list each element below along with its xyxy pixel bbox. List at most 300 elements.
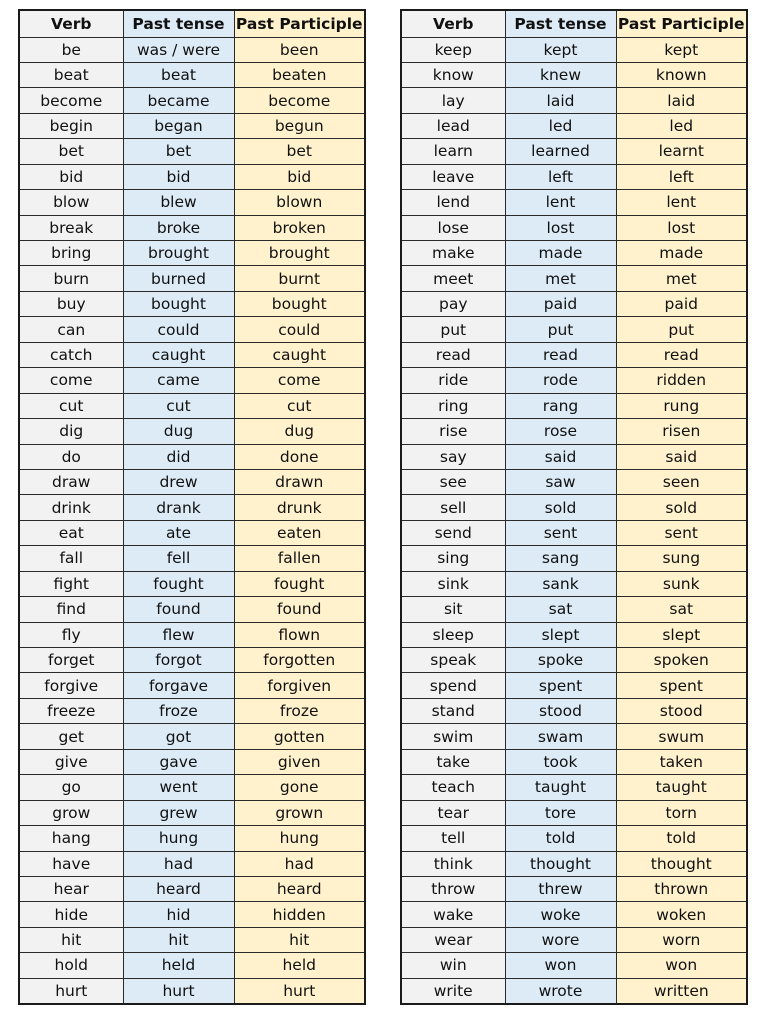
cell-past-tense: came [123,368,234,393]
table-row [401,342,747,367]
cell-past-participle: drunk [234,495,365,520]
cell-verb: begin [19,113,123,138]
header-past-participle: Past Participle [234,10,365,37]
table-row [19,444,365,469]
cell-past-participle: won [616,953,747,978]
cell-verb: eat [19,520,123,545]
cell-past-tense: burned [123,266,234,291]
cell-past-participle: lent [616,190,747,215]
cell-past-tense: bet [123,139,234,164]
table-row [401,393,747,418]
cell-past-participle: given [234,749,365,774]
cell-past-tense: caught [123,342,234,367]
cell-past-tense: laid [505,88,616,113]
table-row [401,597,747,622]
cell-verb: think [401,851,505,876]
cell-verb: give [19,749,123,774]
cell-past-participle: sent [616,520,747,545]
table-row [19,368,365,393]
cell-past-participle: torn [616,800,747,825]
table-row [19,37,365,62]
cell-verb: hurt [19,978,123,1003]
cell-past-participle: caught [234,342,365,367]
cell-verb: bet [19,139,123,164]
cell-verb: win [401,953,505,978]
cell-past-participle: written [616,978,747,1003]
cell-past-tense: spoke [505,648,616,673]
cell-verb: wake [401,902,505,927]
cell-past-tense: spent [505,673,616,698]
cell-verb: blow [19,190,123,215]
cell-past-participle: taught [616,775,747,800]
cell-verb: hide [19,902,123,927]
irregular-verbs-table-left [18,9,366,1005]
cell-verb: drink [19,495,123,520]
cell-verb: break [19,215,123,240]
cell-past-participle: held [234,953,365,978]
cell-past-participle: rung [616,393,747,418]
cell-verb: sing [401,546,505,571]
cell-past-participle: kept [616,37,747,62]
cell-past-participle: known [616,62,747,87]
cell-verb: write [401,978,505,1003]
cell-verb: bid [19,164,123,189]
cell-past-participle: become [234,88,365,113]
cell-verb: rise [401,419,505,444]
cell-past-tense: saw [505,469,616,494]
cell-past-participle: told [616,826,747,851]
cell-past-tense: wrote [505,978,616,1003]
cell-verb: sink [401,571,505,596]
irregular-verbs-table-right [400,9,748,1005]
cell-verb: sell [401,495,505,520]
table-row [19,190,365,215]
table-row [19,724,365,749]
cell-verb: beat [19,62,123,87]
cell-past-tense: thought [505,851,616,876]
cell-verb: have [19,851,123,876]
cell-past-participle: been [234,37,365,62]
table-row [19,266,365,291]
cell-past-tense: hung [123,826,234,851]
cell-past-tense: could [123,317,234,342]
cell-past-tense: stood [505,698,616,723]
table-row [19,291,365,316]
cell-verb: leave [401,164,505,189]
table-row [401,113,747,138]
cell-past-participle: hit [234,927,365,952]
cell-past-participle: done [234,444,365,469]
cell-verb: ride [401,368,505,393]
cell-past-participle: woken [616,902,747,927]
table-row [401,724,747,749]
table-row [19,215,365,240]
cell-past-tense: lent [505,190,616,215]
table-row [19,342,365,367]
table-row [401,953,747,978]
cell-verb: bring [19,241,123,266]
cell-verb: sit [401,597,505,622]
cell-past-participle: read [616,342,747,367]
table-row [401,190,747,215]
cell-past-participle: brought [234,241,365,266]
cell-verb: ring [401,393,505,418]
cell-verb: lose [401,215,505,240]
cell-past-tense: told [505,826,616,851]
cell-past-tense: cut [123,393,234,418]
cell-past-tense: went [123,775,234,800]
table-row [401,775,747,800]
table-row [19,571,365,596]
cell-past-participle: led [616,113,747,138]
table-row [19,495,365,520]
cell-past-participle: learnt [616,139,747,164]
cell-past-tense: heard [123,876,234,901]
cell-past-participle: risen [616,419,747,444]
cell-past-tense: froze [123,698,234,723]
cell-past-tense: took [505,749,616,774]
cell-past-tense: drew [123,469,234,494]
table-row [19,520,365,545]
cell-past-tense: held [123,953,234,978]
table-row [19,113,365,138]
cell-past-tense: blew [123,190,234,215]
cell-verb: make [401,241,505,266]
cell-past-tense: woke [505,902,616,927]
header-past-tense: Past tense [505,10,616,37]
cell-verb: forget [19,648,123,673]
cell-past-participle: forgiven [234,673,365,698]
cell-past-participle: left [616,164,747,189]
cell-verb: send [401,520,505,545]
table-row [19,698,365,723]
cell-verb: freeze [19,698,123,723]
cell-past-tense: left [505,164,616,189]
cell-verb: say [401,444,505,469]
cell-verb: be [19,37,123,62]
table-row [401,800,747,825]
cell-past-participle: gotten [234,724,365,749]
cell-verb: come [19,368,123,393]
cell-past-participle: could [234,317,365,342]
table-row [401,291,747,316]
cell-past-participle: blown [234,190,365,215]
cell-past-participle: hung [234,826,365,851]
cell-verb: dig [19,419,123,444]
table-row [401,215,747,240]
cell-past-participle: forgotten [234,648,365,673]
cell-past-tense: slept [505,622,616,647]
table-row [401,88,747,113]
cell-past-participle: lost [616,215,747,240]
cell-past-participle: sung [616,546,747,571]
table-row [401,571,747,596]
cell-past-tense: kept [505,37,616,62]
cell-past-participle: bought [234,291,365,316]
table-row [19,978,365,1003]
table-row [19,139,365,164]
cell-past-tense: rode [505,368,616,393]
cell-past-participle: burnt [234,266,365,291]
table-row [401,62,747,87]
table-header-row [19,10,365,37]
cell-past-tense: sat [505,597,616,622]
cell-past-participle: cut [234,393,365,418]
table-body-left [19,37,365,1004]
table-row [19,622,365,647]
cell-past-tense: knew [505,62,616,87]
cell-past-participle: flown [234,622,365,647]
table-body-right [401,37,747,1004]
cell-past-participle: broken [234,215,365,240]
table-row [401,648,747,673]
cell-past-tense: taught [505,775,616,800]
cell-verb: tell [401,826,505,851]
cell-past-tense: beat [123,62,234,87]
table-row [19,597,365,622]
cell-past-tense: led [505,113,616,138]
cell-past-participle: slept [616,622,747,647]
header-past-tense: Past tense [123,10,234,37]
cell-past-participle: eaten [234,520,365,545]
cell-past-tense: grew [123,800,234,825]
cell-past-participle: fought [234,571,365,596]
cell-past-participle: worn [616,927,747,952]
cell-past-tense: forgot [123,648,234,673]
table-row [19,393,365,418]
cell-verb: do [19,444,123,469]
table-row [401,139,747,164]
cell-past-tense: won [505,953,616,978]
cell-past-tense: learned [505,139,616,164]
cell-past-tense: was / were [123,37,234,62]
cell-past-tense: hid [123,902,234,927]
cell-past-tense: sang [505,546,616,571]
cell-past-tense: tore [505,800,616,825]
table-row [401,749,747,774]
cell-past-participle: thrown [616,876,747,901]
cell-verb: pay [401,291,505,316]
cell-past-tense: did [123,444,234,469]
cell-past-tense: fell [123,546,234,571]
table-row [19,775,365,800]
cell-past-participle: put [616,317,747,342]
cell-past-tense: said [505,444,616,469]
cell-past-participle: met [616,266,747,291]
cell-past-participle: sold [616,495,747,520]
table-row [401,902,747,927]
cell-past-tense: hurt [123,978,234,1003]
table-row [401,266,747,291]
cell-verb: get [19,724,123,749]
cell-verb: fight [19,571,123,596]
table-row [19,673,365,698]
cell-past-tense: wore [505,927,616,952]
cell-past-participle: begun [234,113,365,138]
cell-past-participle: gone [234,775,365,800]
cell-past-participle: hurt [234,978,365,1003]
cell-past-participle: said [616,444,747,469]
cell-past-tense: sank [505,571,616,596]
header-verb: Verb [19,10,123,37]
table-row [401,164,747,189]
cell-past-tense: read [505,342,616,367]
table-row [401,698,747,723]
cell-verb: take [401,749,505,774]
table-row [19,88,365,113]
table-row [19,164,365,189]
cell-verb: hear [19,876,123,901]
cell-past-participle: beaten [234,62,365,87]
cell-verb: fall [19,546,123,571]
cell-past-tense: flew [123,622,234,647]
table-row [401,317,747,342]
table-row [401,546,747,571]
cell-verb: cut [19,393,123,418]
table-row [401,520,747,545]
header-verb: Verb [401,10,505,37]
cell-past-tense: rose [505,419,616,444]
cell-verb: swim [401,724,505,749]
table-row [19,902,365,927]
table-row [19,749,365,774]
table-row [19,317,365,342]
cell-verb: catch [19,342,123,367]
cell-verb: spend [401,673,505,698]
cell-past-participle: seen [616,469,747,494]
cell-verb: lend [401,190,505,215]
table-row [401,826,747,851]
table-row [401,419,747,444]
cell-verb: put [401,317,505,342]
cell-past-tense: drank [123,495,234,520]
cell-verb: stand [401,698,505,723]
cell-verb: lay [401,88,505,113]
table-row [19,241,365,266]
cell-past-participle: had [234,851,365,876]
cell-past-participle: made [616,241,747,266]
cell-verb: wear [401,927,505,952]
table-row [19,953,365,978]
table-row [401,368,747,393]
table-header-row [401,10,747,37]
table-row [19,800,365,825]
cell-past-participle: bid [234,164,365,189]
cell-past-tense: rang [505,393,616,418]
cell-past-tense: broke [123,215,234,240]
cell-past-tense: threw [505,876,616,901]
table-row [401,469,747,494]
cell-past-participle: paid [616,291,747,316]
cell-verb: find [19,597,123,622]
cell-past-participle: heard [234,876,365,901]
cell-verb: know [401,62,505,87]
cell-past-participle: froze [234,698,365,723]
table-row [401,927,747,952]
cell-verb: fly [19,622,123,647]
cell-past-tense: ate [123,520,234,545]
cell-past-participle: fallen [234,546,365,571]
cell-past-tense: swam [505,724,616,749]
cell-past-participle: drawn [234,469,365,494]
cell-past-participle: found [234,597,365,622]
table-row [401,241,747,266]
table-row [19,419,365,444]
cell-past-tense: hit [123,927,234,952]
table-row [19,648,365,673]
cell-past-tense: lost [505,215,616,240]
cell-verb: buy [19,291,123,316]
table-row [401,851,747,876]
cell-verb: see [401,469,505,494]
cell-past-tense: paid [505,291,616,316]
header-past-participle: Past Participle [616,10,747,37]
table-row [19,876,365,901]
cell-verb: sleep [401,622,505,647]
table-row [401,622,747,647]
cell-past-participle: grown [234,800,365,825]
cell-past-participle: taken [616,749,747,774]
table-row [19,546,365,571]
cell-past-tense: had [123,851,234,876]
table-row [19,826,365,851]
cell-past-participle: sat [616,597,747,622]
table-row [19,927,365,952]
cell-verb: hit [19,927,123,952]
cell-verb: hold [19,953,123,978]
cell-past-participle: spent [616,673,747,698]
cell-past-participle: dug [234,419,365,444]
table-row [401,673,747,698]
table-row [401,876,747,901]
table-row [19,62,365,87]
table-row [19,469,365,494]
cell-past-tense: became [123,88,234,113]
cell-past-tense: got [123,724,234,749]
cell-past-tense: met [505,266,616,291]
cell-past-participle: sunk [616,571,747,596]
cell-past-participle: hidden [234,902,365,927]
cell-past-tense: fought [123,571,234,596]
cell-past-tense: put [505,317,616,342]
cell-verb: read [401,342,505,367]
cell-past-participle: spoken [616,648,747,673]
cell-verb: learn [401,139,505,164]
cell-past-tense: bid [123,164,234,189]
table-row [19,851,365,876]
cell-verb: lead [401,113,505,138]
cell-past-participle: ridden [616,368,747,393]
cell-verb: burn [19,266,123,291]
table-row [401,444,747,469]
cell-verb: tear [401,800,505,825]
cell-past-tense: gave [123,749,234,774]
cell-verb: throw [401,876,505,901]
cell-past-tense: bought [123,291,234,316]
cell-verb: become [19,88,123,113]
cell-past-tense: brought [123,241,234,266]
cell-past-tense: found [123,597,234,622]
cell-past-tense: dug [123,419,234,444]
cell-past-tense: sent [505,520,616,545]
cell-past-participle: stood [616,698,747,723]
cell-past-tense: made [505,241,616,266]
cell-verb: keep [401,37,505,62]
cell-verb: hang [19,826,123,851]
cell-past-participle: laid [616,88,747,113]
cell-verb: can [19,317,123,342]
cell-past-tense: forgave [123,673,234,698]
